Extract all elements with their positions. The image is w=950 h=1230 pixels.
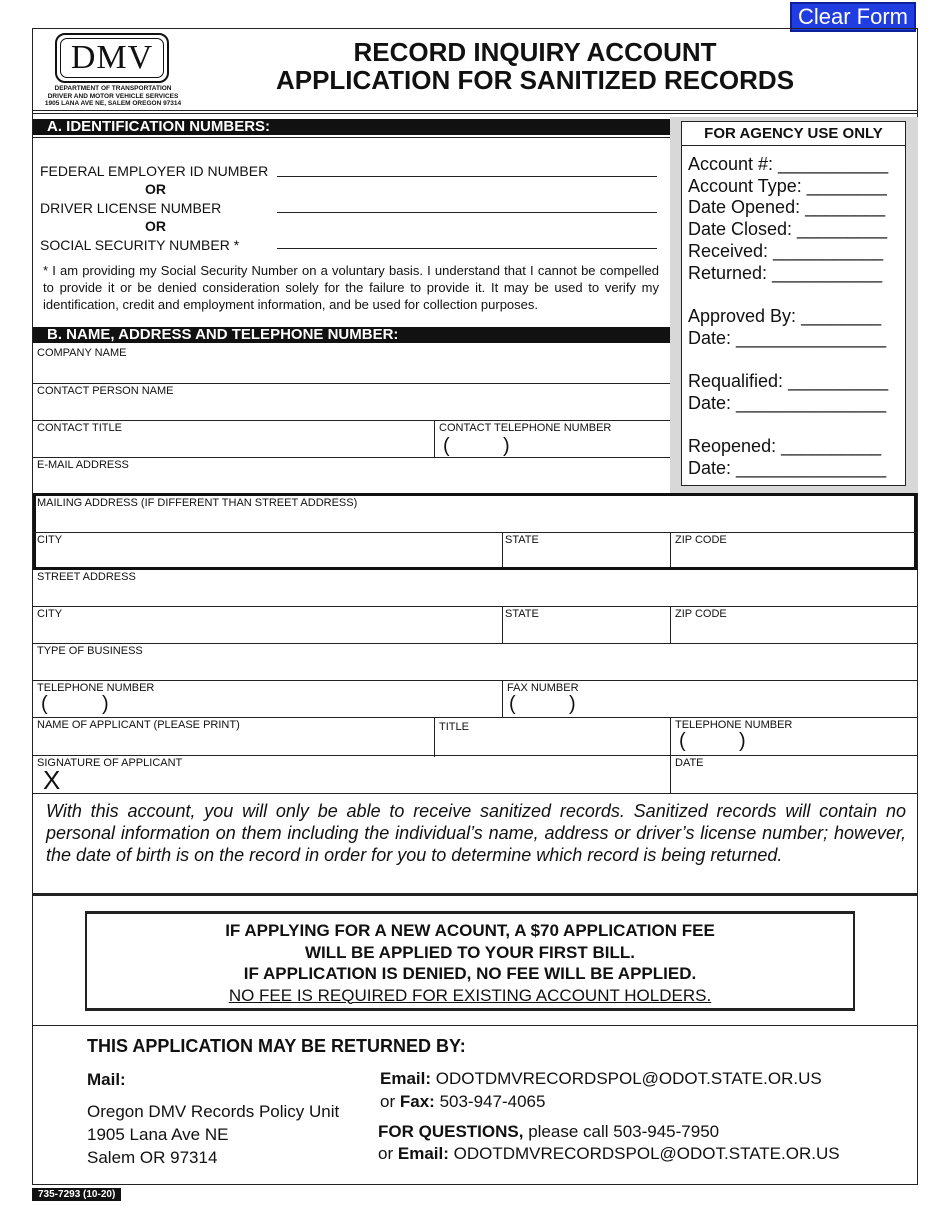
applicant-phone-label: TELEPHONE NUMBER (675, 719, 793, 731)
agency-reopened: Reopened: __________ (688, 436, 882, 456)
applicant-phone-field[interactable] (756, 733, 912, 753)
street-address-field[interactable] (36, 584, 911, 605)
contact-title-field[interactable] (36, 435, 430, 457)
telephone-paren-open: ( (41, 693, 48, 715)
questions-text: please call 503-945-7950 (528, 1122, 720, 1141)
notice-rule (33, 893, 917, 896)
return-heading: THIS APPLICATION MAY BE RETURNED BY: (87, 1036, 466, 1056)
contact-person-field[interactable] (36, 398, 666, 420)
agency-approved-by: Approved By: ________ (688, 306, 882, 326)
divider-state2 (670, 606, 671, 643)
section-a-rule (33, 137, 670, 138)
rule-company (33, 383, 670, 384)
signature-label: SIGNATURE OF APPLICANT (37, 757, 183, 769)
dmv-logo-text: DMV (60, 38, 164, 78)
divider-applicant (434, 717, 435, 757)
fee-line2: WILL BE APPLIED TO YOUR FIRST BILL. (305, 942, 635, 962)
business-type-field[interactable] (36, 659, 911, 679)
clear-form-button[interactable]: Clear Form (790, 2, 916, 32)
rule-business (33, 680, 917, 681)
state2-field[interactable] (506, 622, 666, 642)
signature-x-mark: X (43, 765, 61, 795)
fax-paren-open: ( (509, 693, 516, 715)
fax-or-word: or (380, 1092, 396, 1111)
dl-input[interactable] (277, 212, 657, 213)
form-number: 735-7293 (10-20) (32, 1188, 121, 1201)
questions-email-value[interactable]: ODOTDMVRECORDSPOL@ODOT.STATE.OR.US (453, 1144, 840, 1163)
zip2-field[interactable] (676, 622, 912, 642)
city2-label: CITY (37, 608, 63, 620)
fee-notice-box (85, 911, 855, 1011)
ssn-label: SOCIAL SECURITY NUMBER * (40, 237, 240, 253)
email-return-value[interactable]: ODOTDMVRECORDSPOL@ODOT.STATE.OR.US (435, 1069, 822, 1088)
logo-sub-line2: DRIVER AND MOTOR VEHICLE SERVICES (47, 92, 179, 100)
contact-person-label: CONTACT PERSON NAME (37, 385, 174, 397)
agency-use-header: FOR AGENCY USE ONLY (681, 121, 906, 146)
divider-contact (434, 420, 435, 457)
fax-paren-close: ) (569, 693, 576, 715)
mailing-address-label: MAILING ADDRESS (IF DIFFERENT THAN STREET ADDRESS) (37, 497, 358, 509)
rule-mailing (33, 532, 917, 533)
applicant-name-field[interactable] (36, 733, 430, 753)
contact-phone-paren-close: ) (503, 435, 510, 457)
or-label-2: OR (145, 218, 166, 234)
mail-line2: 1905 Lana Ave NE (87, 1125, 229, 1144)
zip1-label: ZIP CODE (675, 534, 727, 546)
state1-field[interactable] (506, 548, 666, 566)
divider-state1 (670, 532, 671, 568)
mail-line3: Salem OR 97314 (87, 1148, 218, 1167)
questions-email-label: Email: (397, 1144, 449, 1163)
email-return-label: Email: (380, 1069, 432, 1088)
agency-requalified-date: Date: _______________ (688, 393, 887, 413)
rule-contact-title (33, 457, 670, 458)
fax-return-line (380, 1092, 545, 1112)
fee-line4: NO FEE IS REQUIRED FOR EXISTING ACCOUNT HOLDERS. (228, 985, 712, 1005)
telephone-field[interactable] (118, 696, 496, 716)
email-return-line (380, 1069, 822, 1089)
fax-label: FAX NUMBER (507, 682, 579, 694)
city1-label: CITY (37, 534, 63, 546)
page-title (200, 38, 870, 94)
logo-sub-line3: 1905 LANA AVE NE, SALEM OREGON 97314 (44, 100, 182, 107)
applicant-phone-paren-open: ( (679, 730, 686, 752)
contact-phone-label: CONTACT TELEPHONE NUMBER (439, 422, 612, 434)
company-name-field[interactable] (36, 360, 666, 382)
sanitized-records-notice: With this account, you will only be able to receive sanitized records. Sanitized records will contain no personal information on them including the individual’s name, address or driver’s license number; however, the date of birth is on the record in order for you to determine which record is being returned. (46, 801, 906, 865)
email-label: E-MAIL ADDRESS (37, 459, 129, 471)
applicant-name-label: NAME OF APPLICANT (PLEASE PRINT) (37, 719, 240, 731)
fein-label: FEDERAL EMPLOYER ID NUMBER (40, 163, 269, 179)
agency-date-opened: Date Opened: ________ (688, 197, 886, 217)
agency-date-closed: Date Closed: _________ (688, 219, 888, 239)
mail-label: Mail: (87, 1070, 126, 1089)
rule-contact-person (33, 420, 670, 421)
fee-rule (33, 1025, 917, 1026)
divider-telephone (502, 680, 503, 717)
applicant-title-field[interactable] (438, 735, 666, 753)
rule-city2 (33, 643, 917, 644)
signature-field[interactable] (70, 770, 666, 792)
questions-line (378, 1122, 719, 1142)
contact-title-label: CONTACT TITLE (37, 422, 122, 434)
agency-returned: Returned: ___________ (688, 263, 883, 283)
zip2-label: ZIP CODE (675, 608, 727, 620)
telephone-paren-close: ) (102, 693, 109, 715)
fax-return-value: 503-947-4065 (439, 1092, 546, 1111)
header-rule-2 (33, 113, 917, 114)
fax-field[interactable] (585, 696, 911, 716)
rule-street (33, 606, 917, 607)
dl-label: DRIVER LICENSE NUMBER (40, 200, 222, 216)
email-field[interactable] (36, 472, 666, 492)
zip1-field[interactable] (676, 548, 910, 566)
ssn-disclaimer: * I am providing my Social Security Number on a voluntary basis. I understand that I cannot be compelled to provide it or be denied consideration solely for the failure to provide it. It may be used to verify my identification, credit and employment information, and be used for collection purposes. (43, 263, 659, 312)
applicant-title-label: TITLE (439, 721, 469, 733)
questions-email-line (378, 1144, 840, 1164)
mailing-address-field[interactable] (38, 510, 908, 530)
company-name-label: COMPANY NAME (37, 347, 127, 359)
date-label: DATE (675, 757, 704, 769)
fee-line1: IF APPLYING FOR A NEW ACOUNT, A $70 APPLICATION FEE (225, 921, 715, 940)
city1-field[interactable] (38, 548, 498, 566)
dmv-logo (55, 33, 169, 83)
fein-input[interactable] (277, 176, 657, 177)
questions-label: FOR QUESTIONS, (378, 1122, 524, 1141)
divider-city2 (502, 606, 503, 643)
header-rule-1 (33, 110, 917, 111)
applicant-phone-paren-close: ) (739, 730, 746, 752)
logo-sub-line1: DEPARTMENT OF TRANSPORTATION (54, 85, 172, 92)
contact-phone-field[interactable] (520, 436, 665, 456)
questions-or-word: or (378, 1144, 394, 1163)
agency-requalified: Requalified: __________ (688, 371, 889, 391)
street-address-label: STREET ADDRESS (37, 571, 136, 583)
agency-approved-date: Date: _______________ (688, 328, 887, 348)
fee-line3: IF APPLICATION IS DENIED, NO FEE WILL BE APPLIED. (243, 964, 697, 983)
dmv-logo-subtitle (30, 85, 196, 108)
agency-account-no: Account #: ___________ (688, 154, 889, 174)
agency-account-type: Account Type: ________ (688, 176, 887, 196)
rule-signature (33, 793, 917, 794)
section-b-header: B. NAME, ADDRESS AND TELEPHONE NUMBER: (33, 327, 670, 343)
mail-line1: Oregon DMV Records Policy Unit (87, 1102, 340, 1121)
contact-phone-paren-open: ( (443, 435, 450, 457)
mail-address (87, 1100, 339, 1169)
or-label-1: OR (145, 181, 166, 197)
date-field[interactable] (676, 771, 912, 791)
rule-telephone (33, 717, 917, 718)
rule-applicant (33, 755, 917, 756)
agency-received: Received: ___________ (688, 241, 884, 261)
title-line1: RECORD INQUIRY ACCOUNT (353, 37, 717, 67)
title-line2: APPLICATION FOR SANITIZED RECORDS (275, 65, 795, 95)
fax-return-label: Fax: (399, 1092, 435, 1111)
section-a-header: A. IDENTIFICATION NUMBERS: (33, 119, 670, 135)
state1-label: STATE (505, 534, 539, 546)
ssn-input[interactable] (277, 248, 657, 249)
business-type-label: TYPE OF BUSINESS (37, 645, 143, 657)
divider-city1 (502, 532, 503, 568)
state2-label: STATE (505, 608, 539, 620)
agency-reopened-date: Date: _______________ (688, 458, 887, 478)
telephone-label: TELEPHONE NUMBER (37, 682, 155, 694)
city2-field[interactable] (36, 622, 498, 642)
